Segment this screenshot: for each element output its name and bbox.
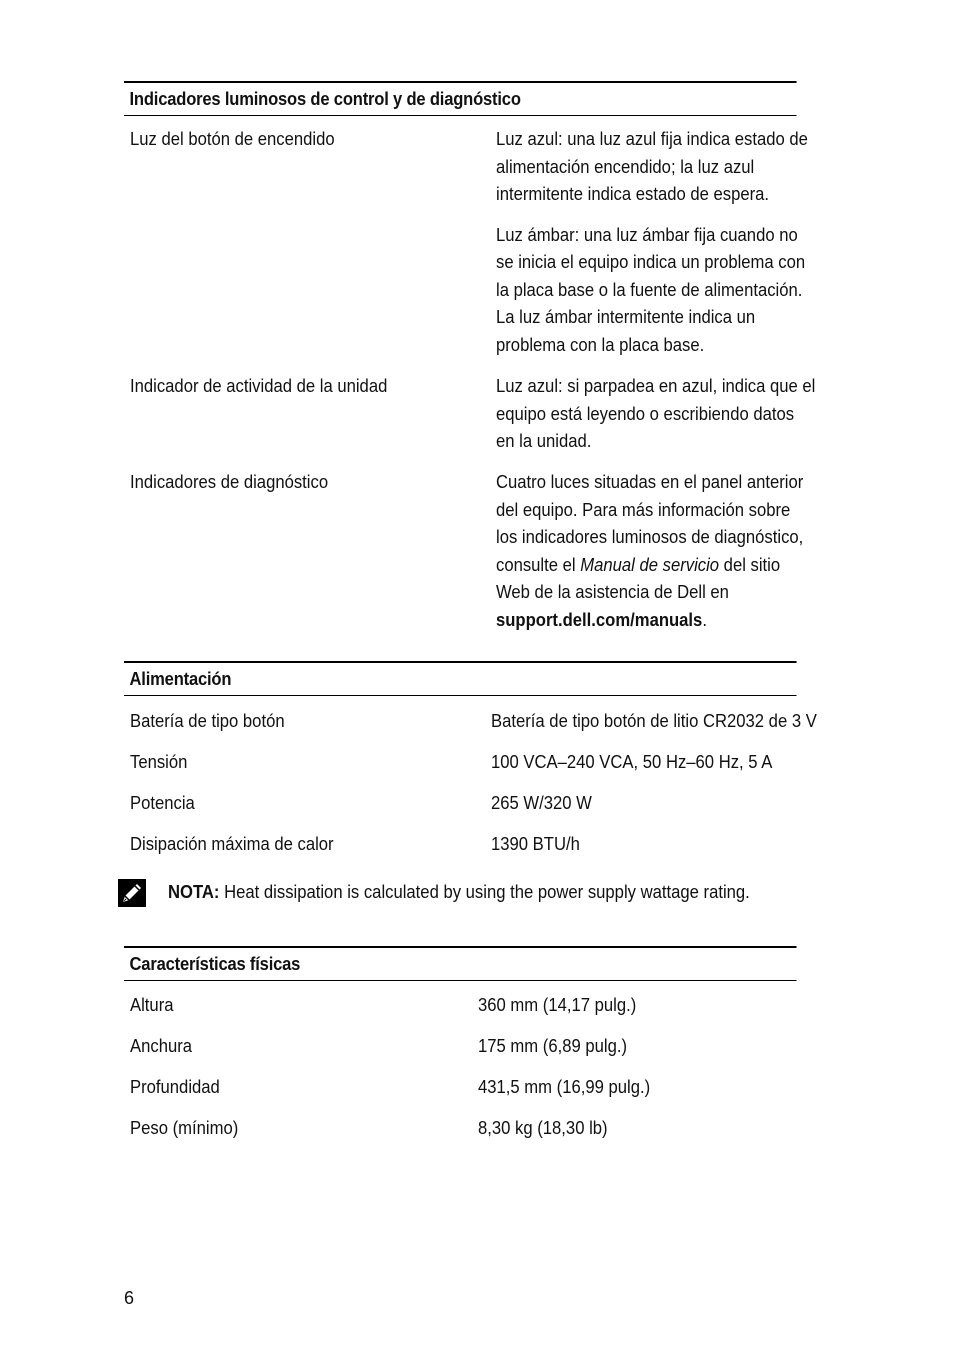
spec-label: Indicador de actividad de la unidad	[130, 375, 388, 396]
manual-title: Manual de servicio	[580, 553, 720, 575]
value-text: del sitio	[719, 553, 781, 575]
indicators-section	[124, 81, 855, 630]
note-text	[168, 878, 750, 905]
note-body: Heat dissipation is calculated by using the power supply wattage rating.	[219, 881, 750, 902]
value-line	[496, 551, 780, 579]
value-text: .	[702, 608, 707, 630]
spec-value	[496, 468, 837, 633]
spec-value: 100 VCA–240 VCA, 50 Hz–60 Hz, 5 A	[491, 751, 773, 772]
value-line: Cuatro luces situadas en el panel anterior	[496, 471, 804, 492]
spec-value	[496, 372, 851, 455]
spec-value: 431,5 mm (16,99 pulg.)	[478, 1076, 651, 1097]
value-line: equipo está leyendo o escribiendo datos	[496, 402, 795, 424]
spec-value: 265 W/320 W	[491, 792, 592, 813]
value-line: problema con la placa base.	[496, 333, 705, 355]
value-line: se inicia el equipo indica un problema con	[496, 251, 806, 272]
value-line: los indicadores luminosos de diagnóstico,	[496, 526, 804, 547]
physical-heading: Características físicas	[124, 946, 797, 981]
support-link[interactable]: support.dell.com/manuals	[496, 608, 703, 630]
value-line: alimentación encendido; la luz azul	[496, 155, 755, 177]
spec-label: Peso (mínimo)	[130, 1117, 239, 1138]
value-line: intermitente indica estado de espera.	[496, 183, 770, 204]
spec-label: Indicadores de diagnóstico	[130, 471, 329, 492]
value-line: Web de la asistencia de Dell en	[496, 581, 729, 602]
page-number: 6	[124, 1288, 135, 1308]
indicators-heading: Indicadores luminosos de control y de diagnóstico	[124, 81, 797, 116]
note-label: NOTA:	[168, 881, 220, 902]
spec-value: 1390 BTU/h	[491, 833, 580, 854]
spec-label: Luz del botón de encendido	[130, 128, 335, 149]
spec-label: Profundidad	[130, 1076, 220, 1097]
value-line	[496, 606, 707, 634]
pencil-note-icon	[118, 879, 146, 907]
spec-label: Batería de tipo botón	[130, 710, 285, 731]
spec-value: 175 mm (6,89 pulg.)	[478, 1035, 628, 1056]
spec-label: Tensión	[130, 751, 188, 772]
value-line: Luz ámbar: una luz ámbar fija cuando no	[496, 223, 798, 245]
spec-label: Potencia	[130, 792, 195, 813]
spec-value: 360 mm (14,17 pulg.)	[478, 994, 637, 1015]
spec-value	[496, 125, 843, 358]
spec-label: Disipación máxima de calor	[130, 833, 334, 854]
physical-section	[124, 946, 855, 1138]
power-heading: Alimentación	[124, 661, 797, 696]
value-line: del equipo. Para más información sobre	[496, 498, 791, 520]
power-section	[124, 661, 855, 854]
spec-value: 8,30 kg (18,30 lb)	[478, 1117, 608, 1138]
spec-label: Altura	[130, 994, 174, 1015]
value-line: Luz azul: si parpadea en azul, indica que el	[496, 375, 816, 396]
value-line: en la unidad.	[496, 430, 592, 451]
spec-label: Anchura	[130, 1035, 193, 1056]
value-text: consulte el	[496, 553, 581, 575]
value-line: La luz ámbar intermitente indica un	[496, 306, 756, 327]
value-line: Luz azul: una luz azul fija indica estado de	[496, 128, 808, 149]
value-line: la placa base o la fuente de alimentación.	[496, 278, 803, 300]
spec-value: Batería de tipo botón de litio CR2032 de 3 V	[491, 710, 817, 731]
